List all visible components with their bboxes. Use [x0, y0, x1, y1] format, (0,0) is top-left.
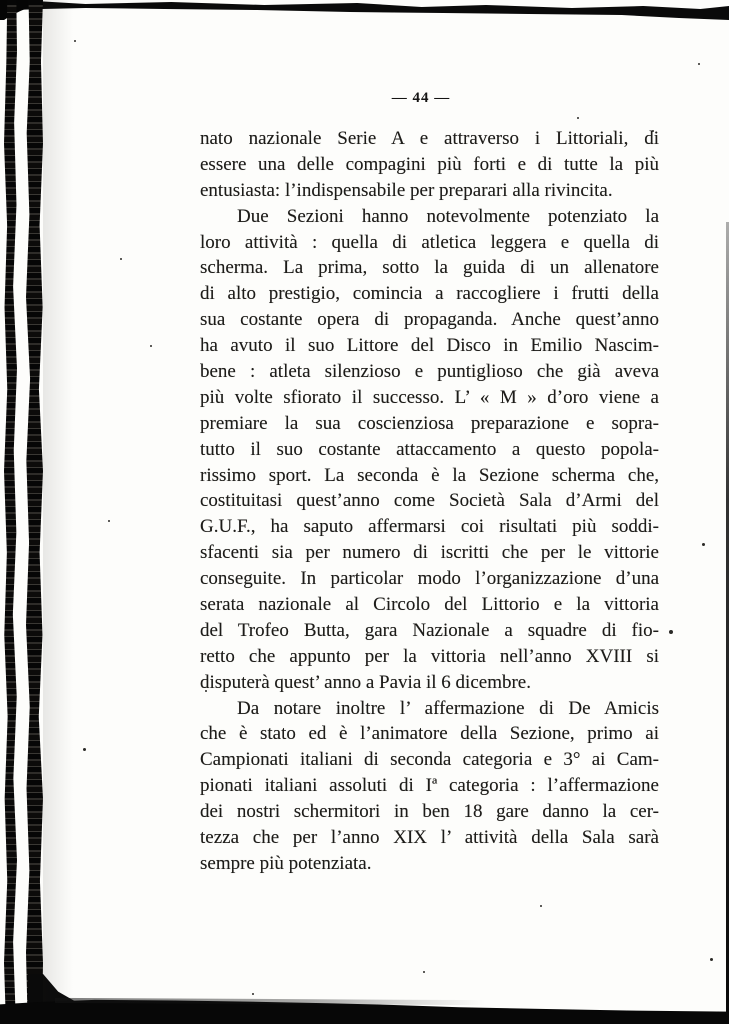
text-line: scherma. La prima, sotto la guida di un allenatore: [200, 257, 659, 279]
paragraph: [200, 696, 659, 877]
text-line: più volte sfiorato il successo. L’ « M » d’oro viene a: [200, 386, 659, 408]
text-line: sua costante opera di propaganda. Anche quest’anno: [200, 309, 659, 331]
binding-shadow: [43, 0, 73, 1024]
text-line: dei nostri schermitori in ben 18 gare danno la cer-: [200, 801, 659, 823]
text-line: Da notare inoltre l’ affermazione di De Amicis: [237, 697, 659, 719]
text-line: del Trofeo Butta, gara Nazionale a squadre di fio-: [200, 619, 659, 641]
scan-speck: [83, 748, 86, 751]
text-line: entusiasta: l’indispensabile per preparari alla rivincita.: [200, 179, 613, 201]
text-line: bene : atleta silenzioso e puntiglioso che già aveva: [200, 361, 659, 383]
text-line: di alto prestigio, comincia a raccogliere i frutti della: [200, 283, 659, 305]
body-text: [200, 126, 659, 877]
scan-speck: [698, 63, 700, 65]
scan-speck: [669, 630, 673, 634]
text-line: ha avuto il suo Littore del Disco in Emilio Nascim-: [200, 335, 659, 357]
scan-speck: [252, 993, 254, 995]
text-line: retto che appunto per la vittoria nell’anno XVIII si: [200, 645, 659, 667]
scan-speck: [108, 520, 110, 522]
text-line: conseguite. In particolar modo l’organizzazione d’una: [200, 568, 659, 590]
text-line: rissimo sport. La seconda è la Sezione scherma che,: [200, 464, 659, 486]
text-line: disputerà quest’ anno a Pavia il 6 dicembre.: [200, 671, 531, 693]
scan-speck: [423, 971, 425, 973]
text-line: loro attività : quella di atletica leggera e quella di: [200, 231, 659, 253]
text-line: G.U.F., ha saputo affermarsi coi risultati più soddi-: [200, 516, 659, 538]
text-line: nato nazionale Serie A e attraverso i Littoriali, di: [200, 128, 659, 149]
page-number: — 44 —: [391, 90, 451, 106]
text-line: pionati italiani assoluti di Iª categoria : l’affermazione: [200, 775, 659, 797]
text-line: sfacenti sia per numero di iscritti che per le vittorie: [200, 542, 659, 564]
scan-speck: [702, 543, 705, 546]
text-line: costituitasi quest’anno come Società Sala d’Armi del: [200, 490, 659, 512]
book-binding-stripe-inner: [26, 0, 43, 1024]
scan-speck: [120, 258, 122, 260]
text-line: tezza che per l’anno XIX l’ attività della Sala sarà: [200, 827, 659, 849]
text-line: essere una delle compagini più forti e di tutte la più: [200, 153, 659, 175]
scan-speck: [577, 117, 579, 119]
book-binding-stripe-outer: [4, 0, 17, 1024]
scan-speck: [74, 40, 76, 42]
text-line: tutto il suo costante attaccamento a questo popola-: [200, 438, 659, 460]
text-line: Due Sezioni hanno notevolmente potenziato la: [237, 205, 659, 227]
paragraph: [200, 126, 659, 204]
text-line: premiare la sua coscienziosa preparazione e sopra-: [200, 412, 659, 434]
paragraph: [200, 204, 659, 696]
text-line: serata nazionale al Circolo del Littorio e la vittoria: [200, 594, 659, 616]
scan-speck: [710, 958, 713, 961]
scan-speck: [150, 345, 152, 347]
scan-top-edge: [14, 0, 729, 22]
scan-speck: [540, 905, 542, 907]
text-line: Campionati italiani di seconda categoria e 3° ai Cam-: [200, 749, 659, 771]
text-line: che è stato ed è l’animatore della Sezione, primo ai: [200, 723, 659, 745]
text-line: sempre più potenziata.: [200, 852, 372, 874]
